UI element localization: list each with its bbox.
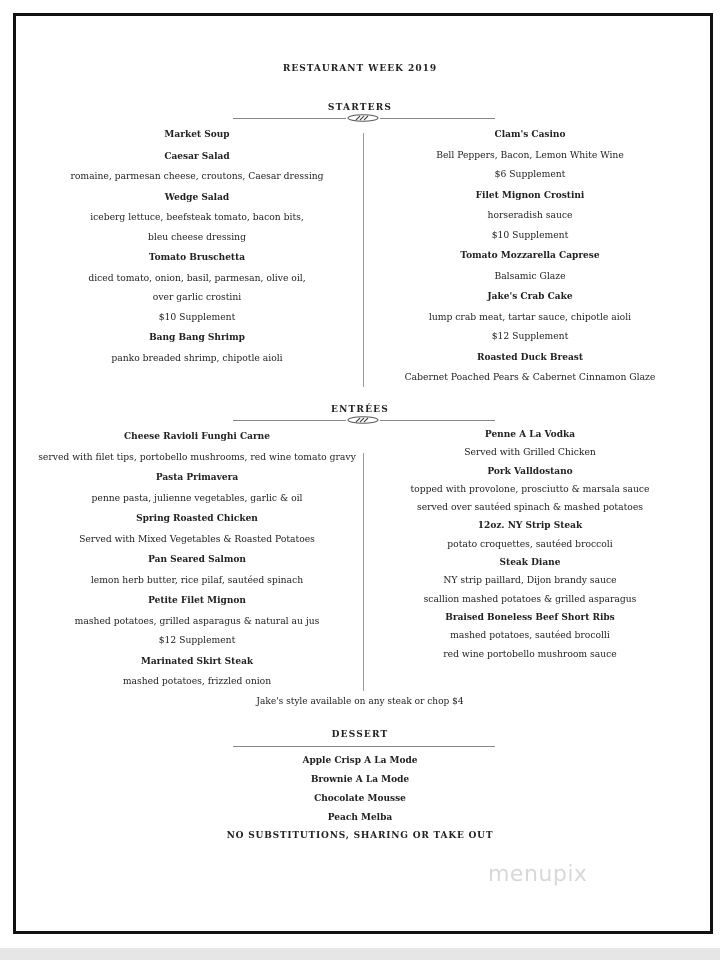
menu-item-description: iceberg lettuce, beefsteak tomato, bacon bits, xyxy=(90,212,304,223)
dessert-item: Chocolate Mousse xyxy=(314,794,406,804)
menu-item-description: Cabernet Poached Pears & Cabernet Cinnamon Glaze xyxy=(404,372,656,383)
menu-item-description: served with filet tips, portobello mushrooms, red wine tomato gravy xyxy=(38,451,356,463)
menu-item-description: mashed potatoes, frizzled onion xyxy=(122,676,272,687)
menu-item-name: Clam's Casino xyxy=(494,130,566,140)
starters-right-column xyxy=(365,124,695,388)
menu-item-name: Jake's Crab Cake xyxy=(487,292,573,302)
menu-item-name: 12oz. NY Strip Steak xyxy=(477,521,583,532)
menu-item-description: potato croquettes, sautéed broccoli xyxy=(447,538,613,550)
menu-item-name: Pan Seared Salmon xyxy=(148,555,246,565)
dessert-item: Brownie A La Mode xyxy=(310,775,410,785)
bottom-strip xyxy=(0,948,720,960)
entrees-note: Jake's style available on any steak or chop $4 xyxy=(256,697,464,707)
ornament-icon xyxy=(346,114,380,122)
dessert-list xyxy=(0,752,720,828)
footer-notice: NO SUBSTITUTIONS, SHARING OR TAKE OUT xyxy=(226,831,494,841)
menu-item-description: over garlic crostini xyxy=(152,292,242,303)
menu-item-description: Served with Grilled Chicken xyxy=(464,447,596,459)
menu-item-name: Market Soup xyxy=(164,130,230,140)
dessert-item: Apple Crisp A La Mode xyxy=(302,756,418,766)
watermark: menupix xyxy=(488,862,588,887)
menu-title: RESTAURANT WEEK 2019 xyxy=(282,64,438,74)
starters-heading: STARTERS xyxy=(327,103,393,113)
menu-item-name: Penne A La Vodka xyxy=(484,430,576,440)
menu-item-description: lump crab meat, tartar sauce, chipotle aioli xyxy=(428,311,632,323)
dessert-heading: DESSERT xyxy=(331,730,389,740)
entrees-heading: ENTRÉES xyxy=(331,405,389,415)
ornament-icon xyxy=(346,416,380,424)
menu-item-description: scallion mashed potatoes & grilled asparagus xyxy=(423,593,637,605)
menu-item-description: NY strip paillard, Dijon brandy sauce xyxy=(443,575,617,587)
menu-item-description: mashed potatoes, grilled asparagus & natural au jus xyxy=(74,615,320,627)
entrees-left-column xyxy=(32,426,362,692)
menu-item-name: Pasta Primavera xyxy=(155,473,239,483)
menu-item-name: Steak Diane xyxy=(499,558,561,569)
menu-item-description: diced tomato, onion, basil, parmesan, olive oil, xyxy=(88,272,306,284)
menu-item-description: topped with provolone, prosciutto & marsala sauce xyxy=(410,483,650,495)
entrees-right-column xyxy=(365,426,695,664)
menu-item-name: Tomato Mozzarella Caprese xyxy=(460,251,600,261)
menu-item-description: penne pasta, julienne vegetables, garlic & oil xyxy=(91,492,303,504)
starters-column-divider xyxy=(363,133,364,387)
menu-item-description: panko breaded shrimp, chipotle aioli xyxy=(111,352,283,364)
menu-item-description: red wine portobello mushroom sauce xyxy=(443,648,617,660)
menu-item-name: Filet Mignon Crostini xyxy=(475,190,585,201)
menu-item-description: Balsamic Glaze xyxy=(494,270,566,282)
menu-item-description: Served with Mixed Vegetables & Roasted Potatoes xyxy=(79,533,315,545)
starters-left-column xyxy=(32,124,362,368)
menu-item-description: romaine, parmesan cheese, croutons, Caesar dressing xyxy=(70,171,324,182)
menu-item-description: lemon herb butter, rice pilaf, sautéed spinach xyxy=(90,574,304,586)
menu-item-name: Pork Valldostano xyxy=(487,466,573,477)
menu-item-description: $6 Supplement xyxy=(494,169,566,180)
menu-item-description: bleu cheese dressing xyxy=(148,231,246,243)
menu-item-name: Marinated Skirt Steak xyxy=(140,656,254,667)
menu-item-name: Roasted Duck Breast xyxy=(476,352,584,363)
menu-item-description: mashed potatoes, sautéed brocolli xyxy=(450,630,610,642)
menu-item-name: Wedge Salad xyxy=(164,192,230,203)
menu-item-description: Bell Peppers, Bacon, Lemon White Wine xyxy=(436,149,624,161)
menu-item-description: horseradish sauce xyxy=(487,210,573,221)
menu-item-name: Caesar Salad xyxy=(164,151,230,162)
menu-item-name: Tomato Bruschetta xyxy=(148,253,246,263)
menu-item-description: $10 Supplement xyxy=(158,311,236,323)
menu-item-name: Spring Roasted Chicken xyxy=(136,514,258,524)
menu-item-description: $12 Supplement xyxy=(158,635,236,646)
entrees-column-divider xyxy=(363,453,364,691)
menu-item-description: $10 Supplement xyxy=(491,229,569,241)
menu-item-name: Cheese Ravioli Funghi Carne xyxy=(124,432,270,442)
menu-item-name: Petite Filet Mignon xyxy=(148,596,246,606)
menu-item-description: $12 Supplement xyxy=(491,331,569,342)
menu-item-description: served over sautéed spinach & mashed potatoes xyxy=(417,502,643,514)
dessert-item: Peach Melba xyxy=(327,813,393,823)
menu-item-name: Bang Bang Shrimp xyxy=(149,333,245,343)
dessert-divider xyxy=(233,746,495,747)
menu-item-name: Braised Boneless Beef Short Ribs xyxy=(445,612,615,623)
